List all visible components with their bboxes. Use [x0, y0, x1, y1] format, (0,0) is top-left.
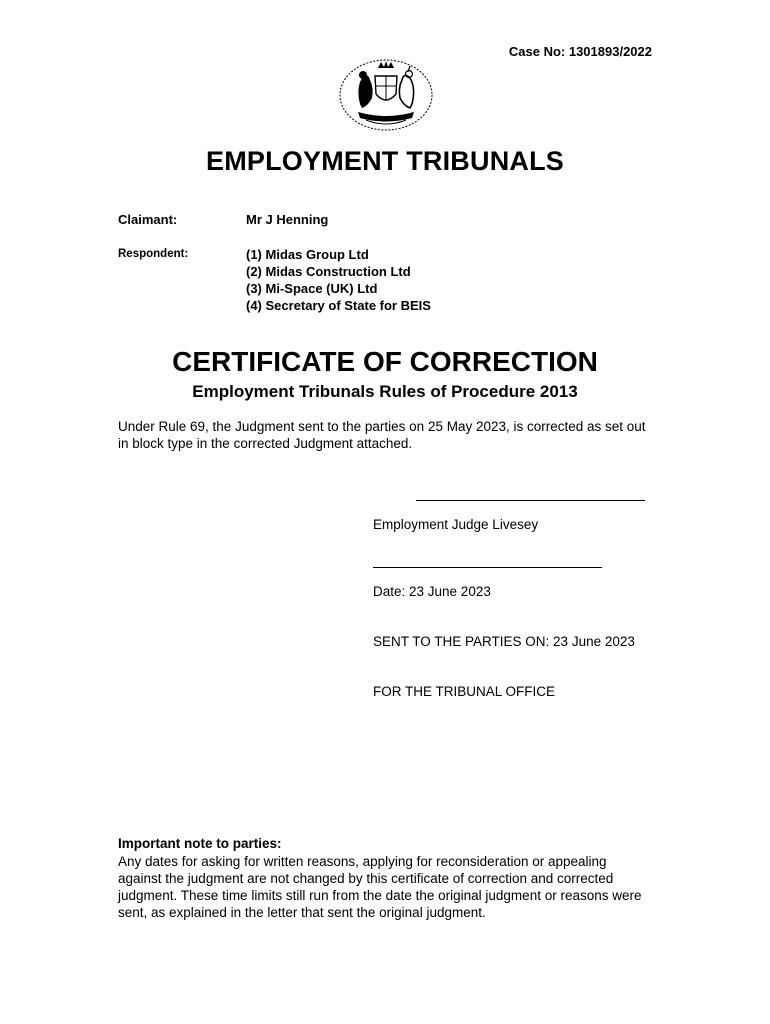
sent-to-parties: SENT TO THE PARTIES ON: 23 June 2023	[373, 634, 635, 649]
tribunal-office: FOR THE TRIBUNAL OFFICE	[373, 684, 556, 699]
claimant-label: Claimant:	[118, 212, 178, 227]
certificate-title: CERTIFICATE OF CORRECTION	[172, 346, 598, 377]
respondent-item: (4) Secretary of State for BEIS	[246, 298, 431, 313]
page-title: EMPLOYMENT TRIBUNALS	[206, 146, 564, 176]
case-number: Case No: 1301893/2022	[508, 44, 652, 59]
royal-coat-of-arms-icon	[338, 58, 434, 132]
respondent-item: (3) Mi-Space (UK) Ltd	[246, 281, 378, 296]
respondent-list	[246, 246, 431, 314]
signature-date: Date: 23 June 2023	[373, 584, 491, 599]
claimant-name: Mr J Henning	[246, 212, 329, 227]
signature-line	[416, 500, 645, 501]
note-heading: Important note to parties:	[118, 836, 282, 851]
certificate-body: Under Rule 69, the Judgment sent to the parties on 25 May 2023, is corrected as set out in block type in the corrected Judgment attached.	[118, 419, 646, 451]
respondent-item: (2) Midas Construction Ltd	[246, 264, 411, 279]
judge-name: Employment Judge Livesey	[373, 517, 539, 532]
respondent-item: (1) Midas Group Ltd	[246, 247, 369, 262]
certificate-subtitle: Employment Tribunals Rules of Procedure 2013	[192, 382, 578, 401]
note-body: Any dates for asking for written reasons, applying for reconsideration or appealing against the judgment are not changed by this certificate of correction and corrected judgment. These time limits still run from the date the original judgment or reasons were sent, as explained in the letter that sent the original judgment.	[118, 854, 642, 920]
date-line	[373, 567, 602, 568]
respondent-label: Respondent:	[118, 248, 189, 260]
